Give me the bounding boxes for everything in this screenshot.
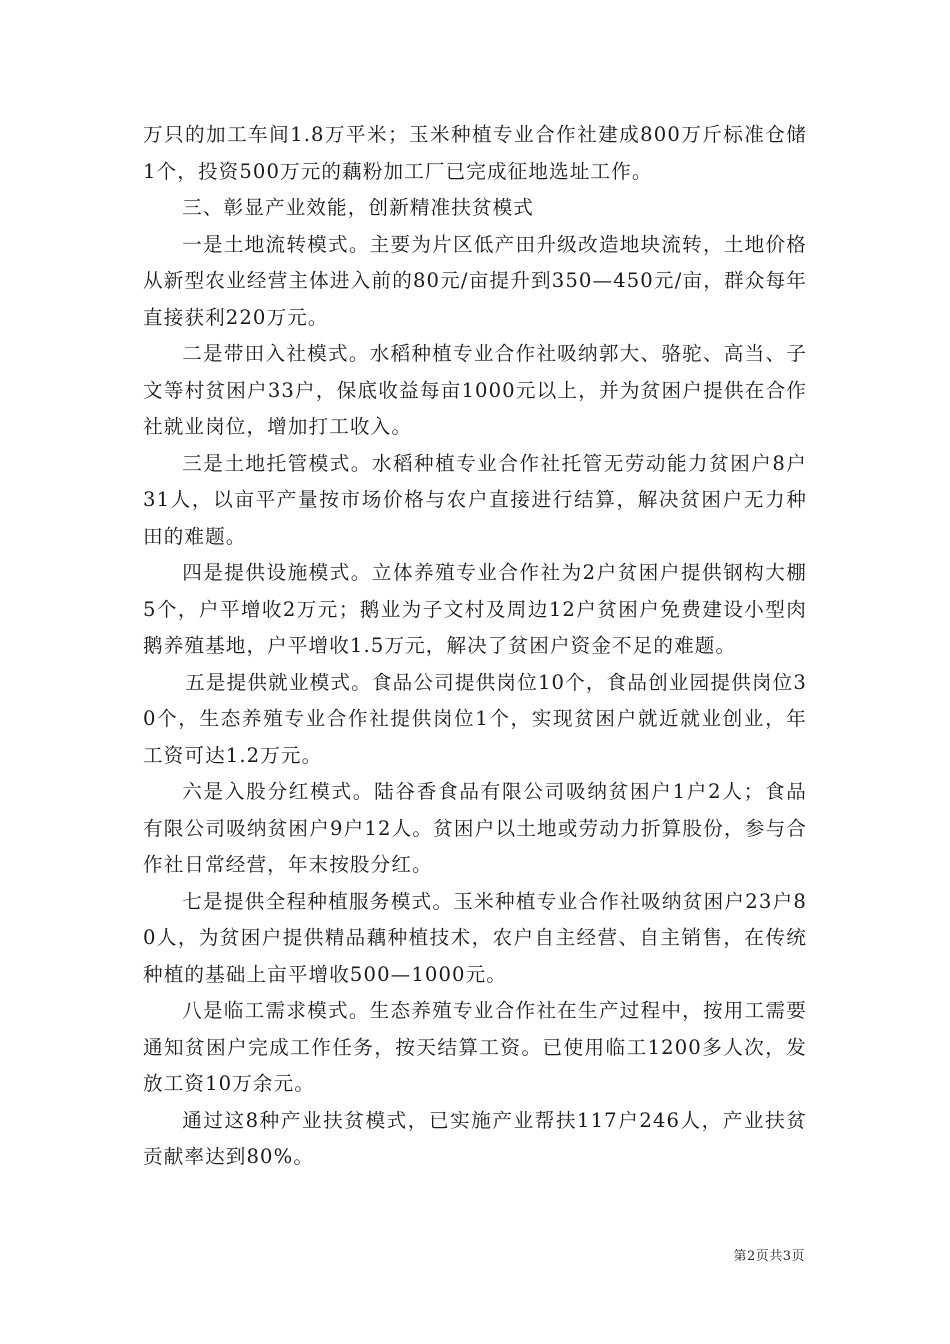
page-number: 第2页共3页: [733, 1249, 805, 1264]
paragraph-summary: 通过这8种产业扶贫模式，已实施产业帮扶117户246人，产业扶贫贡献率达到80%。: [143, 1108, 807, 1168]
paragraph-planting-service: 七是提供全程种植服务模式。玉米种植专业合作社吸纳贫困户23户80人，为贫困户提供精品藕种植技术，农户自主经营、自主销售，在传统种植的基础上亩平增收500—1000元。: [143, 889, 807, 986]
paragraph-facilities: 四是提供设施模式。立体养殖专业合作社为2户贫困户提供钢构大棚5个，户平增收2万元；鹅业为子文村及周边12户贫困户免费建设小型肉鹅养殖基地，户平增收1.5万元，解决了贫困户资金不足的难题。: [143, 561, 807, 657]
section-heading: 三、彰显产业效能，创新精准扶贫模式: [182, 196, 534, 219]
paragraph-join-cooperative: 二是带田入社模式。水稻种植专业合作社吸纳郭大、骆驼、高当、子文等村贫困户33户，保底收益每亩1000元以上，并为贫困户提供在合作社就业岗位，增加打工收入。: [143, 342, 807, 438]
paragraph-land-trusteeship: 三是土地托管模式。水稻种植专业合作社托管无劳动能力贫困户8户31人，以亩平产量按市场价格与农户直接进行结算，解决贫困户无力种田的难题。: [143, 451, 807, 548]
paragraph-land-transfer: 一是土地流转模式。主要为片区低产田升级改造地块流转，土地价格从新型农业经营主体进入前的80元/亩提升到350—450元/亩，群众每年直接获利220万元。: [143, 232, 807, 329]
paragraph-dividend: 六是入股分红模式。陆谷香食品有限公司吸纳贫困户1户2人；食品有限公司吸纳贫困户9户12人。贫困户以土地或劳动力折算股份，参与合作社日常经营，年末按股分红。: [143, 780, 807, 876]
paragraph-temporary-work: 八是临工需求模式。生态养殖专业合作社在生产过程中，按用工需要通知贫困户完成工作任务，按天结算工资。已使用临工1200多人次，发放工资10万余元。: [143, 999, 807, 1095]
paragraph-employment: 五是提供就业模式。食品公司提供岗位10个，食品创业园提供岗位30个，生态养殖专业合作社提供岗位1个，实现贫困户就近就业创业，年工资可达1.2万元。: [143, 670, 807, 767]
paragraph-continuation: 万只的加工车间1.8万平米；玉米种植专业合作社建成800万斤标准仓储1个，投资500万元的藕粉加工厂已完成征地选址工作。: [143, 123, 807, 183]
document-body: [143, 117, 807, 1176]
